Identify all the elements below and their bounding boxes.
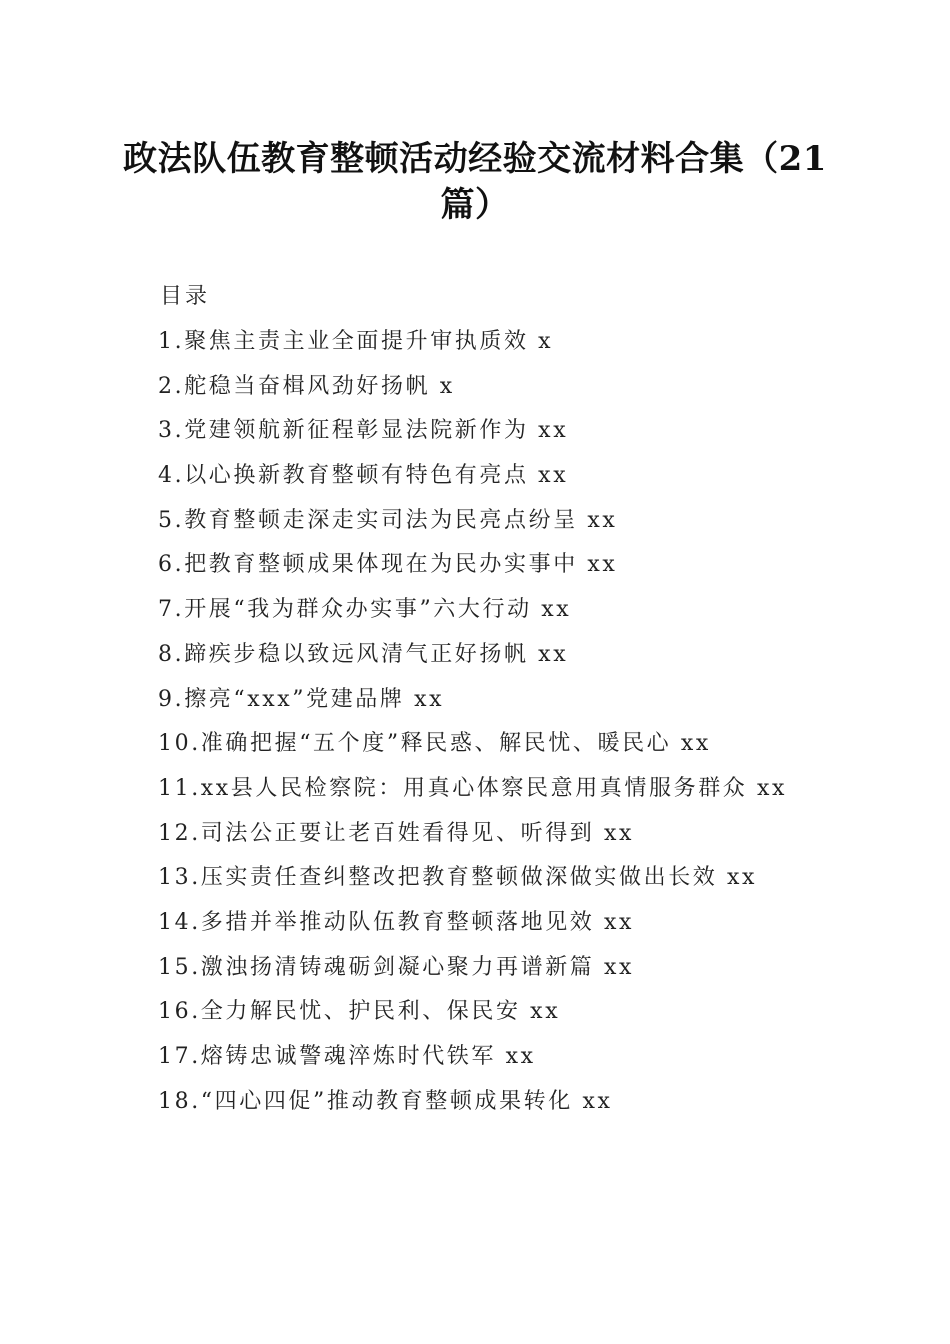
toc-item-10: 10.准确把握“五个度”释民惑、解民忧、暖民心 xx (158, 731, 711, 757)
toc-heading: 目录 (160, 284, 211, 309)
toc-item-14: 14.多措并举推动队伍教育整顿落地见效 xx (158, 909, 634, 935)
toc-item-18: 18.“四心四促”推动教育整顿成果转化 xx (158, 1088, 613, 1114)
toc-item-6: 6.把教育整顿成果体现在为民办实事中 xx (158, 552, 618, 578)
toc-item-2: 2.舵稳当奋楫风劲好扬帆 x (158, 373, 455, 399)
toc-item-3: 3.党建领航新征程彰显法院新作为 xx (158, 418, 569, 444)
toc-item-1: 1.聚焦主责主业全面提升审执质效 x (158, 329, 554, 354)
toc-item-15: 15.激浊扬清铸魂砺剑凝心聚力再谱新篇 xx (158, 954, 634, 980)
toc-list (158, 326, 858, 1130)
toc-item-11: 11.xx县人民检察院：用真心体察民意用真情服务群众 xx (158, 775, 788, 801)
toc-item-8: 8.蹄疾步稳以致远风清气正好扬帆 xx (158, 641, 569, 667)
toc-item-4: 4.以心换新教育整顿有特色有亮点 xx (158, 463, 569, 489)
toc-item-12: 12.司法公正要让老百姓看得见、听得到 xx (158, 820, 634, 846)
toc-item-13: 13.压实责任查纠整改把教育整顿做深做实做出长效 xx (158, 865, 757, 891)
document-title: 政法队伍教育整顿活动经验交流材料合集（21篇） (123, 139, 827, 225)
toc-item-9: 9.擦亮“xxx”党建品牌 xx (158, 686, 445, 712)
toc-item-5: 5.教育整顿走深走实司法为民亮点纷呈 xx (158, 507, 618, 533)
toc-item-7: 7.开展“我为群众办实事”六大行动 xx (158, 597, 572, 623)
toc-item-17: 17.熔铸忠诚警魂淬炼时代铁军 xx (158, 1044, 536, 1069)
toc-item-16: 16.全力解民忧、护民利、保民安 xx (158, 999, 561, 1025)
